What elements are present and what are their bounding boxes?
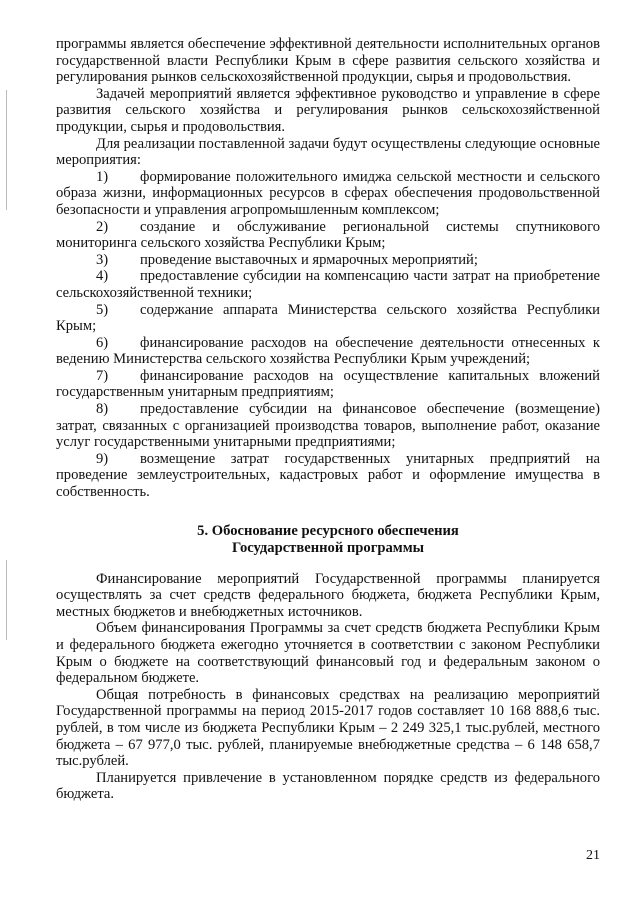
list-item xyxy=(56,219,600,252)
list-item-text: предоставление субсидии на компенсацию части затрат на приобретение сельскохозяйственной техники; xyxy=(56,268,600,301)
body-paragraph-2: Объем финансирования Программы за счет средств бюджета Республики Крым и федерального бюджета ежегодно уточняется в соответствии с законом Республики Крым о бюджете на соответствующий финансовый год и федеральным законом о федеральном бюджете. xyxy=(56,620,600,687)
list-item xyxy=(56,368,600,401)
list-item-text: содержание аппарата Министерства сельского хозяйства Республики Крым; xyxy=(56,301,600,335)
list-item-text: возмещение затрат государственных унитарных предприятий на проведение землеустроительных, кадастровых работ и оформление имущества в собственность. xyxy=(56,450,600,501)
list-item-text: предоставление субсидии на финансовое обеспечение (возмещение) затрат, связанных с организацией производства товаров, выполнение работ, оказание услуг государственными унитарными предприятиями; xyxy=(56,401,600,451)
scan-edge-mark xyxy=(6,560,7,640)
list-item-number: 4) xyxy=(96,268,109,285)
list-item-number: 7) xyxy=(96,367,109,384)
list-item-number: 8) xyxy=(96,401,109,418)
list-item-number: 6) xyxy=(96,334,109,351)
page-number: 21 xyxy=(586,848,600,863)
intro-paragraph-1: программы является обеспечение эффективной деятельности исполнительных органов государственной власти Республики Крым в сфере развития сельского хозяйства и регулирования рынков сельскохозяйственной продукции, сырья и продовольствия. xyxy=(56,36,600,86)
body-paragraph-3: Общая потребность в финансовых средствах на реализацию мероприятий Государственной программы на период 2015-2017 годов составляет 10 168 888,6 тыс. рублей, в том числе из бюджета Республики Крым – 2 249 325,1 тыс.рублей, местного бюджета – 67 977,0 тыс. рублей, планируемые внебюджетные средства – 6 148 658,7 тыс.рублей. xyxy=(56,686,600,770)
list-item xyxy=(56,268,600,301)
list-item xyxy=(56,451,600,501)
list-item-text: финансирование расходов на осуществление капитальных вложений государственным унитарным предприятиям; xyxy=(56,367,600,401)
section-heading xyxy=(56,523,600,557)
list-item-number: 1) xyxy=(96,168,109,185)
list-item xyxy=(56,252,600,269)
list-item xyxy=(56,401,600,451)
list-item-number: 2) xyxy=(96,218,109,235)
scan-edge-mark xyxy=(6,90,7,210)
list-item-number: 9) xyxy=(96,450,109,467)
section-title-line-2: Государственной программы xyxy=(231,539,425,556)
list-item xyxy=(56,169,600,219)
list-item-text: создание и обслуживание региональной системы спутникового мониторинга сельского хозяйства Республики Крым; xyxy=(56,218,600,252)
list-item-number: 5) xyxy=(96,301,109,318)
list-item xyxy=(56,335,600,368)
list-item-text: формирование положительного имиджа сельской местности и сельского образа жизни, информационных ресурсов в сферах обеспечения продовольственной безопасности и управления агропромышленным комплексом; xyxy=(56,168,600,218)
list-item-text: проведение выставочных и ярмарочных мероприятий; xyxy=(140,251,478,268)
intro-paragraph-3: Для реализации поставленной задачи будут осуществлены следующие основные мероприятия: xyxy=(56,135,600,169)
section-title-line-1: 5. Обоснование ресурсного обеспечения xyxy=(197,522,459,539)
list-item-number: 3) xyxy=(96,251,109,268)
body-paragraph-1: Финансирование мероприятий Государственной программы планируется осуществлять за счет средств федерального бюджета, бюджета Республики Крым, местных бюджетов и внебюджетных источников. xyxy=(56,570,600,620)
body-paragraph-4: Планируется привлечение в установленном порядке средств из федерального бюджета. xyxy=(56,769,600,803)
list-item-text: финансирование расходов на обеспечение деятельности отнесенных к ведению Министерства сельского хозяйства Республики Крым учреждений; xyxy=(56,334,600,368)
intro-paragraph-2: Задачей мероприятий является эффективное руководство и управление в сфере развития сельского хозяйства и регулирования рынков сельскохозяйственной продукции, сырья и продовольствия. xyxy=(56,85,600,135)
list-item xyxy=(56,302,600,335)
